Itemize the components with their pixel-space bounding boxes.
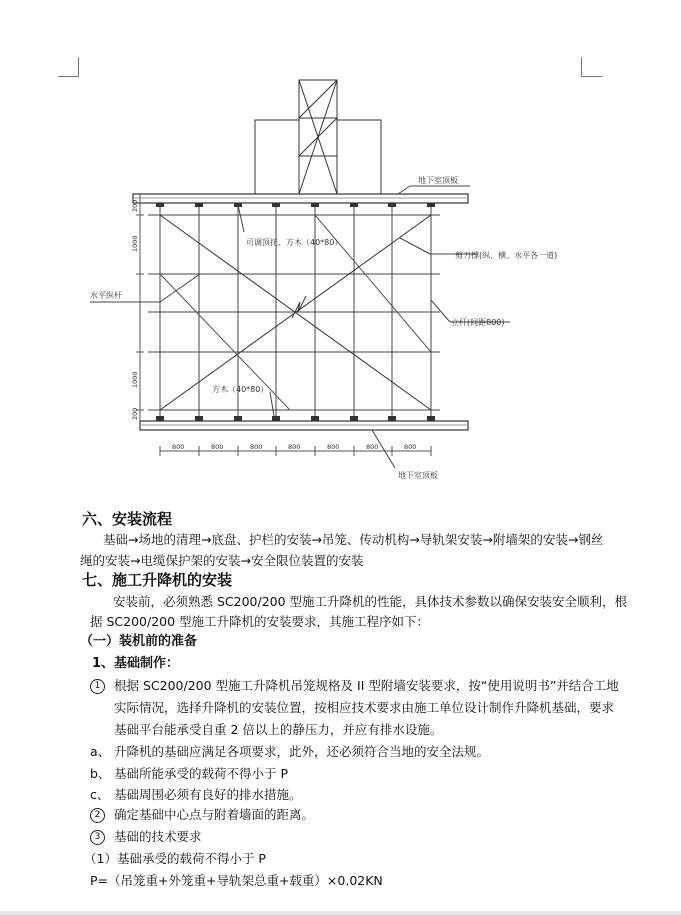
section-6-heading: 六、安装流程 [82,510,173,528]
item-line: 基础所能承受的载荷不得小于 P [114,766,289,781]
circled-number: 3 [90,830,105,845]
label-roof-bottom: 地下室顶板 [398,471,438,480]
item-mark: b、 [90,766,111,781]
dim-200-bottom: 200 [131,407,139,420]
bottom-dim: 800 [327,443,340,451]
item-line: 根据 SC200/200 型施工升降机吊笼规格及 II 型附墙安装要求，按“使用说明书”并结合工地 [114,678,619,693]
requirement-line: （1）基础承受的载荷不得小于 P [84,851,266,866]
item-line: 升降机的基础应满足各项要求，此外，还必须符合当地的安全法规。 [114,744,490,759]
dim-200-top: 200 [131,199,139,212]
bottom-dim: 800 [404,443,417,451]
section-7-intro-2: 据 SC200/200 型施工升降机的安装要求，其施工程序如下： [90,614,430,629]
section-6-line-2: 绳的安装→电缆保护架的安装→安全限位装置的安装 [80,553,364,568]
subsection-heading: （一）装机前的准备 [80,634,198,649]
formula-line: P=（吊笼重+外笼重+导轨架总重+载重）×0.02KN [90,873,383,888]
item-line: 基础平台能承受自重 2 倍以上的静压力，并应有排水设施。 [114,722,443,737]
circled-number: 2 [90,808,105,823]
item-line: 基础周围必须有良好的排水措施。 [114,787,302,802]
bottom-dim: 800 [366,443,379,451]
label-timber: 方木（40*80） [212,385,269,394]
dim-1000-top: 1000 [131,235,139,252]
item-line: 确定基础中心点与附着墙面的距离。 [114,807,315,822]
item-mark: a、 [90,744,111,759]
item-line: 基础的技术要求 [114,829,202,844]
section-7-intro-1: 安装前，必须熟悉 SC200/200 型施工升降机的性能，具体技术参数以确保安装安全顺利，根 [113,594,628,609]
item-line: 实际情况，选择升降机的安装位置，按相应技术要求由施工单位设计制作升降机基础，要求 [114,700,615,715]
bottom-dim: 800 [288,443,301,451]
label-upright: 立杆(间距800) [451,318,505,327]
page-bottom-edge [0,911,681,915]
bottom-dim: 800 [250,443,263,451]
section-7-heading: 七、施工升降机的安装 [82,571,233,589]
label-scissor-brace: 剪刀撑(纵、横、水平各一道) [455,251,558,260]
circled-number: 1 [90,679,105,694]
dim-1000-bottom: 1000 [131,371,139,388]
label-roof-top: 地下室顶板 [418,176,458,185]
bottom-dim: 800 [172,443,185,451]
subsection-heading: 1、基础制作： [92,656,180,671]
item-mark: c、 [90,787,110,802]
label-adjustable-support: 可调顶托、方木（40*80） [246,238,343,247]
section-6-line-1: 基础→场地的清理→底盘、护栏的安装→吊笼、传动机构→导轨架安装→附墙架的安装→钢丝 [103,532,604,547]
label-horizontal-bar: 水平纵杆 [90,291,122,300]
bottom-dim: 800 [211,443,224,451]
